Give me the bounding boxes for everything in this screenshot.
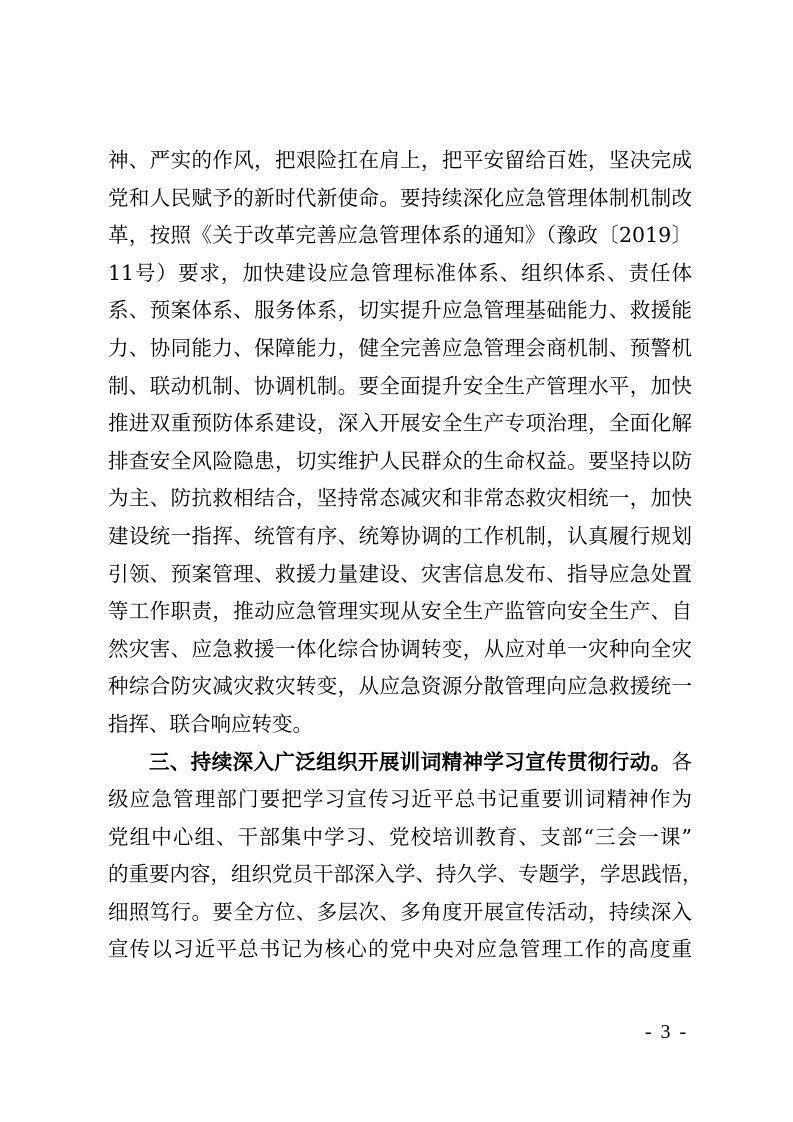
paragraph-line: 等工作职责，推动应急管理实现从安全生产监管向安全生产、自 xyxy=(108,599,692,624)
section-3-heading: 三、持续深入广泛组织开展训词精神学习宣传贯彻行动。 xyxy=(149,749,672,774)
document-body xyxy=(108,142,703,969)
paragraph-line: 细照笃行。要全方位、多层次、多角度开展宣传活动，持续深入 xyxy=(108,899,692,924)
paragraph-line: 力、协同能力、保障能力，健全完善应急管理会商机制、预警机 xyxy=(108,335,692,360)
paragraph-line: 系、预案体系、服务体系，切实提升应急管理基础能力、救援能 xyxy=(108,298,692,323)
section-heading-line xyxy=(108,744,692,782)
paragraph-line: 11号）要求，加快建设应急管理标准体系、组织体系、责任体 xyxy=(108,260,692,285)
paragraph-line: 革，按照《关于改革完善应急管理体系的通知》（豫政〔2019〕 xyxy=(108,223,692,248)
paragraph-line: 制、联动机制、协调机制。要全面提升安全生产管理水平，加快 xyxy=(108,373,692,398)
paragraph-line: 神、严实的作风，把艰险扛在肩上，把平安留给百姓，坚决完成 xyxy=(108,148,692,172)
paragraph-line: 引领、预案管理、救援力量建设、灾害信息发布、指导应急处置 xyxy=(108,561,692,586)
paragraph-line: 种综合防灾减灾救灾转变，从应急资源分散管理向应急救援统一 xyxy=(108,674,692,699)
paragraph-line: 为主、防抗救相结合，坚持常态减灾和非常态救灾相统一，加快 xyxy=(108,486,692,511)
paragraph-line: 宣传以习近平总书记为核心的党中央对应急管理工作的高度重 xyxy=(108,937,692,962)
paragraph-line: 级应急管理部门要把学习宣传习近平总书记重要训词精神作为 xyxy=(108,787,692,812)
section-3-text: 各 xyxy=(671,749,692,774)
paragraph-line: 推进双重预防体系建设，深入开展安全生产专项治理，全面化解 xyxy=(108,411,692,436)
paragraph-line: 指挥、联合响应转变。 xyxy=(108,711,313,736)
paragraph-line: 党和人民赋予的新时代新使命。要持续深化应急管理体制机制改 xyxy=(108,185,692,210)
paragraph-line: 建设统一指挥、统管有序、统筹协调的工作机制，认真履行规划 xyxy=(108,523,692,548)
paragraph-line: 的重要内容，组织党员干部深入学、持久学、专题学，学思践悟， xyxy=(108,862,703,887)
paragraph-line: 排查安全风险隐患，切实维护人民群众的生命权益。要坚持以防 xyxy=(108,448,692,473)
paragraph-line: 然灾害、应急救援一体化综合协调转变，从应对单一灾种向全灾 xyxy=(108,636,692,661)
paragraph-line: 党组中心组、干部集中学习、党校培训教育、支部“三会一课” xyxy=(108,824,692,849)
page-number: - 3 - xyxy=(644,1021,689,1043)
